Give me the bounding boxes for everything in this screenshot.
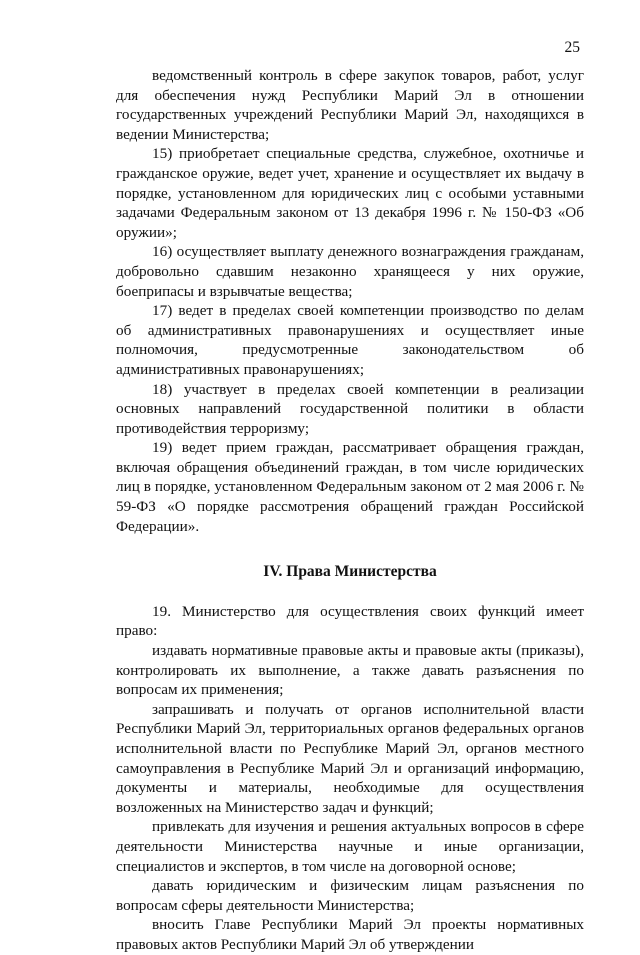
document-body [116, 66, 584, 955]
clause-16: 16) осуществляет выплату денежного вознаграждения гражданам, добровольно сдавшим незаконно хранящееся у них оружие, боеприпасы и взрывчатые вещества; [116, 243, 584, 300]
right-engage-experts: привлекать для изучения и решения актуальных вопросов в сфере деятельности Министерства научные и иные организации, специалистов и экспертов, в том числе на договорной основе; [116, 818, 584, 875]
right-issue-acts: издавать нормативные правовые акты и правовые акты (приказы), контролировать их выполнение, а также давать разъяснения по вопросам их применения; [116, 642, 584, 699]
clause-15: 15) приобретает специальные средства, служебное, охотничье и гражданское оружие, ведет учет, хранение и осуществляет их выдачу в порядке, установленном для юридических лиц с особыми уставными задачами Федеральным законом от 13 декабря 1996 г. № 150-ФЗ «Об оружии»; [116, 145, 584, 241]
clause-17: 17) ведет в пределах своей компетенции производство по делам об административных правонарушениях и осуществляет иные полномочия, предусмотренные законодательством об административных правонарушениях; [116, 302, 584, 378]
rights-intro: 19. Министерство для осуществления своих функций имеет право: [116, 602, 584, 640]
clause-19: 19) ведет прием граждан, рассматривает обращения граждан, включая обращения объединений граждан, в том числе юридических лиц в порядке, установленном Федеральным законом от 2 мая 2006 г. № 59-ФЗ «О порядке рассмотрения обращений граждан Российской Федерации». [116, 439, 584, 535]
right-request-information: запрашивать и получать от органов исполнительной власти Республики Марий Эл, территориальных органов федеральных органов исполнительной власти по Республике Марий Эл, органов местного самоуправления в Республике Марий Эл и организаций информацию, документы и материалы, необходимые для осуществления возложенных на Министерство задач и функций; [116, 700, 584, 816]
section-heading: IV. Права Министерства [263, 563, 437, 581]
right-submit-drafts: вносить Главе Республики Марий Эл проекты нормативных правовых актов Республики Марий Эл об утверждении [116, 916, 584, 953]
clause-18: 18) участвует в пределах своей компетенции в реализации основных направлений государственной политики в области противодействия терроризму; [116, 380, 584, 437]
paragraph-procurement-control: ведомственный контроль в сфере закупок товаров, работ, услуг для обеспечения нужд Республики Марий Эл в отношении государственных учреждений Республики Марий Эл, находящихся в ведении Министерства; [116, 67, 584, 143]
right-give-explanations: давать юридическим и физическим лицам разъяснения по вопросам сферы деятельности Министерства; [116, 877, 584, 914]
page-number: 25 [564, 39, 580, 56]
